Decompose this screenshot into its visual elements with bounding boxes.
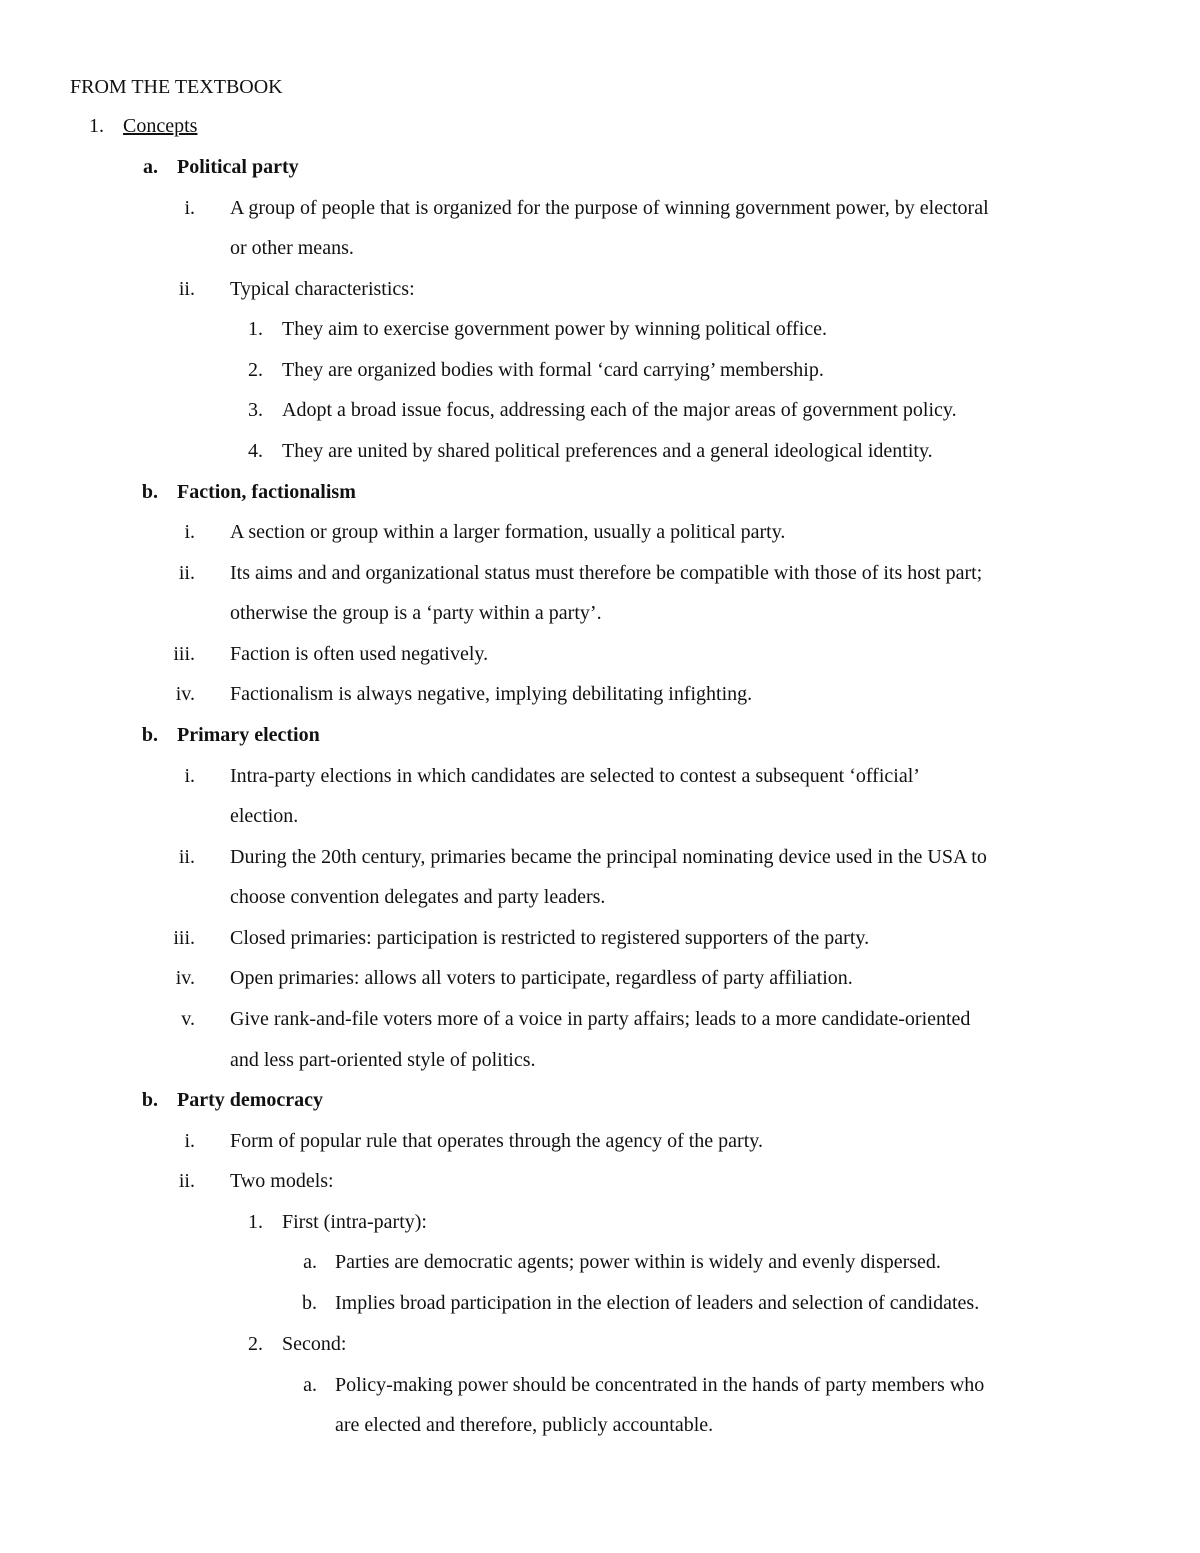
lettered-marker: b. xyxy=(302,1292,317,1314)
subsection-letter: b. xyxy=(141,481,158,503)
item-text: Form of popular rule that operates through the agency of the party. xyxy=(230,1130,763,1152)
numbered-text: They are united by shared political preferences and a general ideological identity. xyxy=(282,440,933,462)
numbered-marker: 3. xyxy=(248,399,263,421)
numbered-text: Second: xyxy=(282,1333,347,1355)
numbered-text: Adopt a broad issue focus, addressing each of the major areas of government policy. xyxy=(282,399,957,421)
lettered-text-continued: are elected and therefore, publicly accountable. xyxy=(335,1414,714,1436)
item-marker: i. xyxy=(184,1130,195,1152)
item-marker: v. xyxy=(181,1008,195,1030)
item-text: Factionalism is always negative, implying debilitating infighting. xyxy=(230,683,753,705)
numbered-text: They are organized bodies with formal ‘card carrying’ membership. xyxy=(282,359,824,381)
item-text: Two models: xyxy=(230,1170,334,1192)
item-text: A section or group within a larger formation, usually a political party. xyxy=(230,521,786,543)
numbered-marker: 1. xyxy=(248,318,263,340)
item-marker: i. xyxy=(184,197,195,219)
item-marker: iv. xyxy=(175,683,195,705)
item-marker: ii. xyxy=(178,1170,195,1192)
page-heading: FROM THE TEXTBOOK xyxy=(70,76,283,98)
lettered-text: Parties are democratic agents; power within is widely and evenly dispersed. xyxy=(335,1251,941,1273)
item-text-continued: or other means. xyxy=(230,237,354,259)
item-text: Open primaries: allows all voters to participate, regardless of party affiliation. xyxy=(230,967,853,989)
subsection-letter: b. xyxy=(141,1089,158,1111)
item-marker: iii. xyxy=(173,643,195,665)
numbered-marker: 2. xyxy=(248,1333,263,1355)
subsection-title: Faction, factionalism xyxy=(177,481,356,503)
section-number: 1. xyxy=(89,115,104,137)
lettered-text: Implies broad participation in the election of leaders and selection of candidates. xyxy=(335,1292,980,1314)
lettered-marker: a. xyxy=(303,1374,317,1396)
item-text-continued: and less part-oriented style of politics. xyxy=(230,1049,536,1071)
lettered-marker: a. xyxy=(303,1251,317,1273)
numbered-text: First (intra-party): xyxy=(282,1211,427,1233)
item-marker: ii. xyxy=(178,278,195,300)
item-marker: iv. xyxy=(175,967,195,989)
item-text: Faction is often used negatively. xyxy=(230,643,489,665)
subsection-letter: b. xyxy=(141,724,158,746)
numbered-marker: 4. xyxy=(248,440,263,462)
item-marker: i. xyxy=(184,765,195,787)
item-marker: ii. xyxy=(178,562,195,584)
numbered-marker: 1. xyxy=(248,1211,263,1233)
subsection-title: Party democracy xyxy=(177,1089,324,1111)
item-text-continued: election. xyxy=(230,805,299,827)
item-text-continued: otherwise the group is a ‘party within a party’. xyxy=(230,602,602,624)
item-marker: iii. xyxy=(173,927,195,949)
numbered-text: They aim to exercise government power by winning political office. xyxy=(282,318,828,340)
item-text: Its aims and and organizational status must therefore be compatible with those of its host part; xyxy=(230,562,983,584)
subsection-title: Primary election xyxy=(177,724,320,746)
lettered-text: Policy-making power should be concentrated in the hands of party members who xyxy=(335,1374,985,1396)
numbered-marker: 2. xyxy=(248,359,263,381)
item-text: Give rank-and-file voters more of a voice in party affairs; leads to a more candidate-oriented xyxy=(230,1008,971,1030)
item-text: Intra-party elections in which candidates are selected to contest a subsequent ‘official’ xyxy=(230,765,920,787)
item-text: Typical characteristics: xyxy=(230,278,415,300)
item-text: Closed primaries: participation is restricted to registered supporters of the party. xyxy=(230,927,870,949)
subsection-letter: a. xyxy=(143,156,158,178)
item-marker: i. xyxy=(184,521,195,543)
item-text-continued: choose convention delegates and party leaders. xyxy=(230,886,606,908)
item-text: During the 20th century, primaries became the principal nominating device used in the USA to xyxy=(230,846,987,868)
item-marker: ii. xyxy=(178,846,195,868)
subsection-title: Political party xyxy=(177,156,299,178)
section-title: Concepts xyxy=(123,115,198,137)
item-text: A group of people that is organized for the purpose of winning government power, by electoral xyxy=(230,197,989,219)
